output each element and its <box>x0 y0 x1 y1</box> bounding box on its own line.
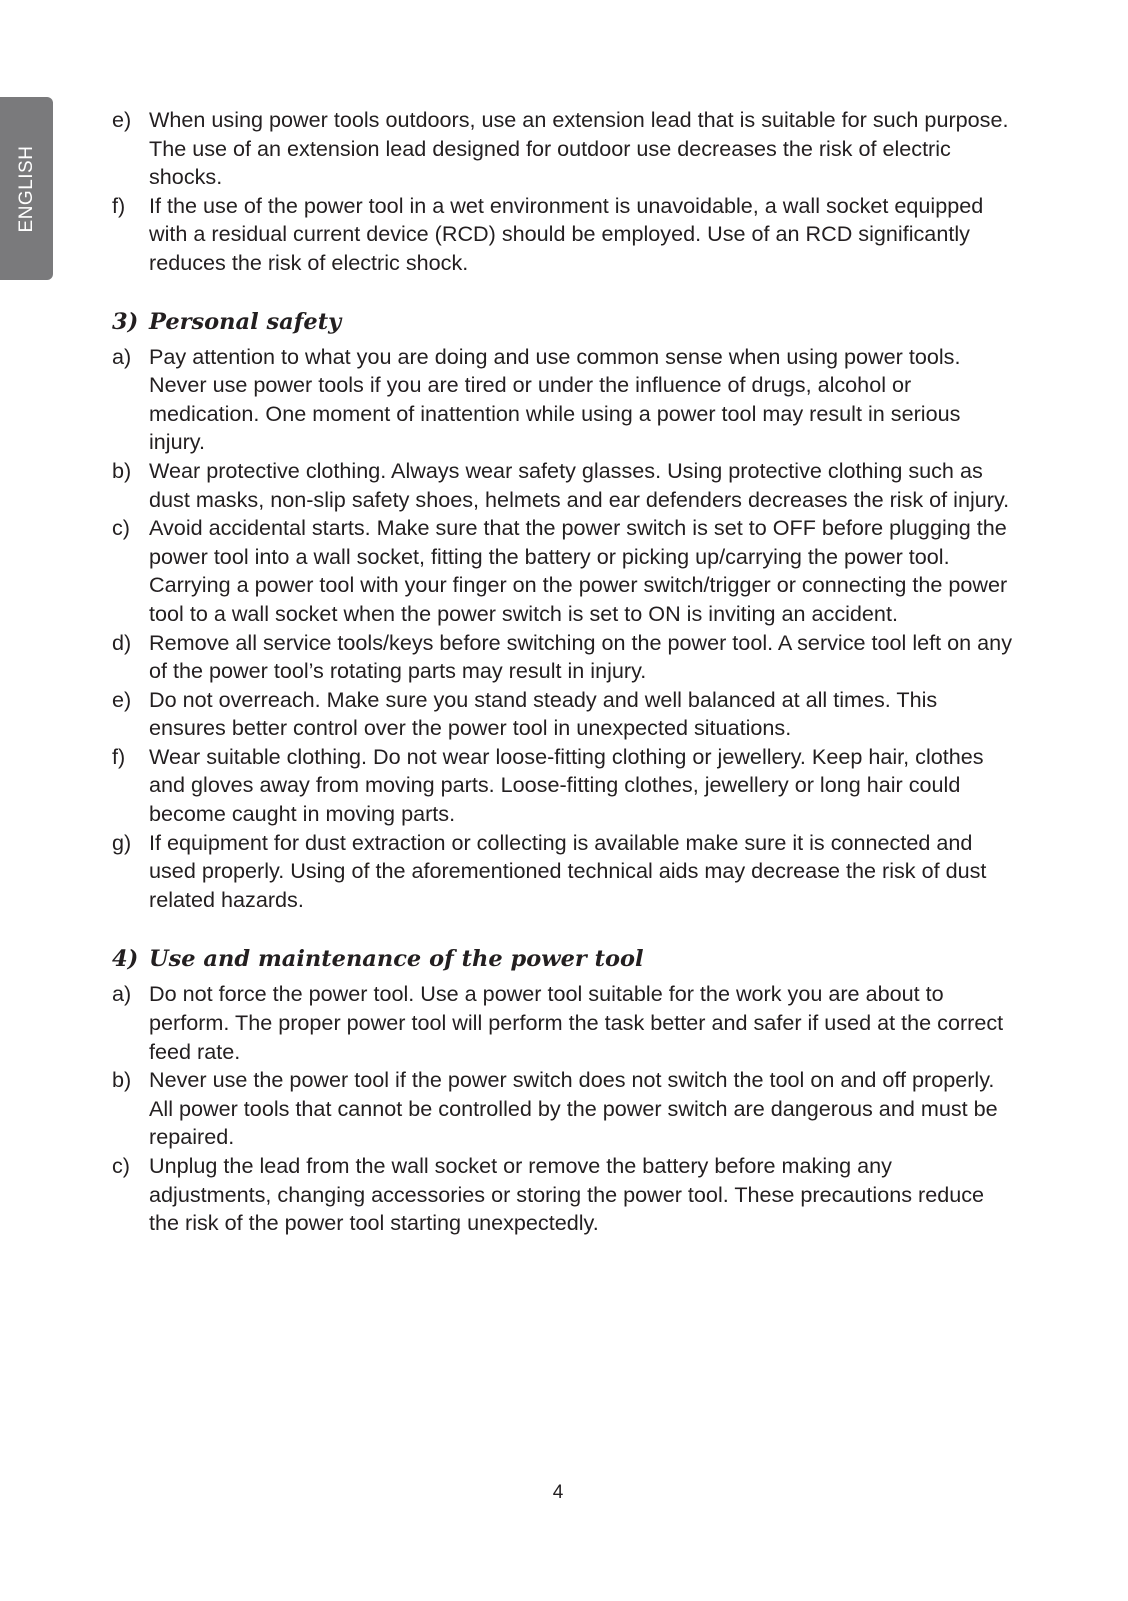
list-item-marker: a) <box>112 981 132 1007</box>
list-item <box>112 629 1012 686</box>
maintenance-list <box>112 980 1012 1237</box>
list-item-text: Wear protective clothing. Always wear safety glasses. Using protective clothing such as dust masks, non-slip safety shoes, helmets and ear defenders decreases the risk of injury. <box>149 457 1010 512</box>
list-item <box>112 980 1012 1066</box>
page-content <box>112 106 1012 1238</box>
list-item <box>112 343 1012 457</box>
list-item-marker: e) <box>112 686 132 712</box>
list-item <box>112 829 1012 915</box>
list-item-text: If the use of the power tool in a wet environment is unavoidable, a wall socket equipped with a residual current device (RCD) should be employed. Use of an RCD significantly reduces the risk of electric shock. <box>149 192 984 275</box>
intro-list <box>112 106 1012 278</box>
list-item-marker: a) <box>112 343 132 369</box>
list-item-marker: f) <box>112 743 126 769</box>
list-item-text: Unplug the lead from the wall socket or remove the battery before making any adjustments, changing accessories or storing the power tool. These precautions reduce the risk of the power tool starting unexpectedly. <box>149 1153 985 1236</box>
section-number: 4) <box>112 946 139 973</box>
list-item-marker: d) <box>112 629 132 655</box>
language-tab <box>0 97 53 280</box>
list-item <box>112 1066 1012 1152</box>
list-item <box>112 457 1012 514</box>
list-item-marker: e) <box>112 107 132 132</box>
list-item-text: If equipment for dust extraction or collecting is available make sure it is connected and used properly. Using of the aforementioned technical aids may decrease the risk of dust related hazards. <box>149 829 987 912</box>
list-item <box>112 514 1012 628</box>
list-item <box>112 106 1012 192</box>
list-item-text: Remove all service tools/keys before switching on the power tool. A service tool left on any of the power tool’s rotating parts may result in injury. <box>149 629 1012 684</box>
list-item-text: Never use the power tool if the power switch does not switch the tool on and off properly. All power tools that cannot be controlled by the power switch are dangerous and must be repaired. <box>149 1067 998 1150</box>
personal-safety-list <box>112 343 1012 915</box>
list-item-text: Pay attention to what you are doing and use common sense when using power tools. Never use power tools if you are tired or under the influence of drugs, alcohol or medication. One moment of inattention while using a power tool may result in serious injury. <box>149 343 961 455</box>
list-item <box>112 743 1012 829</box>
section-title: Use and maintenance of the power tool <box>149 946 644 973</box>
list-item-marker: b) <box>112 1067 132 1093</box>
list-item-marker: f) <box>112 192 126 218</box>
language-tab-label: ENGLISH <box>15 145 37 232</box>
section-number: 3) <box>112 308 139 335</box>
list-item <box>112 1152 1012 1238</box>
list-item-marker: c) <box>112 1153 130 1178</box>
list-item-text: Avoid accidental starts. Make sure that the power switch is set to OFF before plugging the power tool into a wall socket, fitting the battery or picking up/carrying the power tool. Carrying a power tool with your finger on the power switch/trigger or connecting the power tool to a wall socket when the power switch is set to ON is inviting an accident. <box>149 515 1008 626</box>
list-item-marker: b) <box>112 457 132 483</box>
list-item-marker: c) <box>112 515 130 541</box>
list-item-text: When using power tools outdoors, use an extension lead that is suitable for such purpose. The use of an extension lead designed for outdoor use decreases the risk of electric shocks. <box>149 107 1009 190</box>
list-item <box>112 686 1012 743</box>
section-heading-maintenance <box>112 944 1012 974</box>
list-item <box>112 192 1012 278</box>
section-heading-personal-safety <box>112 307 1012 337</box>
page-number: 4 <box>552 1482 564 1503</box>
list-item-text: Do not force the power tool. Use a power tool suitable for the work you are about to perform. The proper power tool will perform the task better and safer if used at the correct feed rate. <box>149 981 1004 1064</box>
list-item-text: Wear suitable clothing. Do not wear loose-fitting clothing or jewellery. Keep hair, clothes and gloves away from moving parts. Loose-fitting clothes, jewellery or long hair could become caught in moving parts. <box>149 743 984 827</box>
section-title: Personal safety <box>149 308 342 335</box>
list-item-marker: g) <box>112 829 132 855</box>
list-item-text: Do not overreach. Make sure you stand steady and well balanced at all times. This ensures better control over the power tool in unexpected situations. <box>149 686 938 741</box>
